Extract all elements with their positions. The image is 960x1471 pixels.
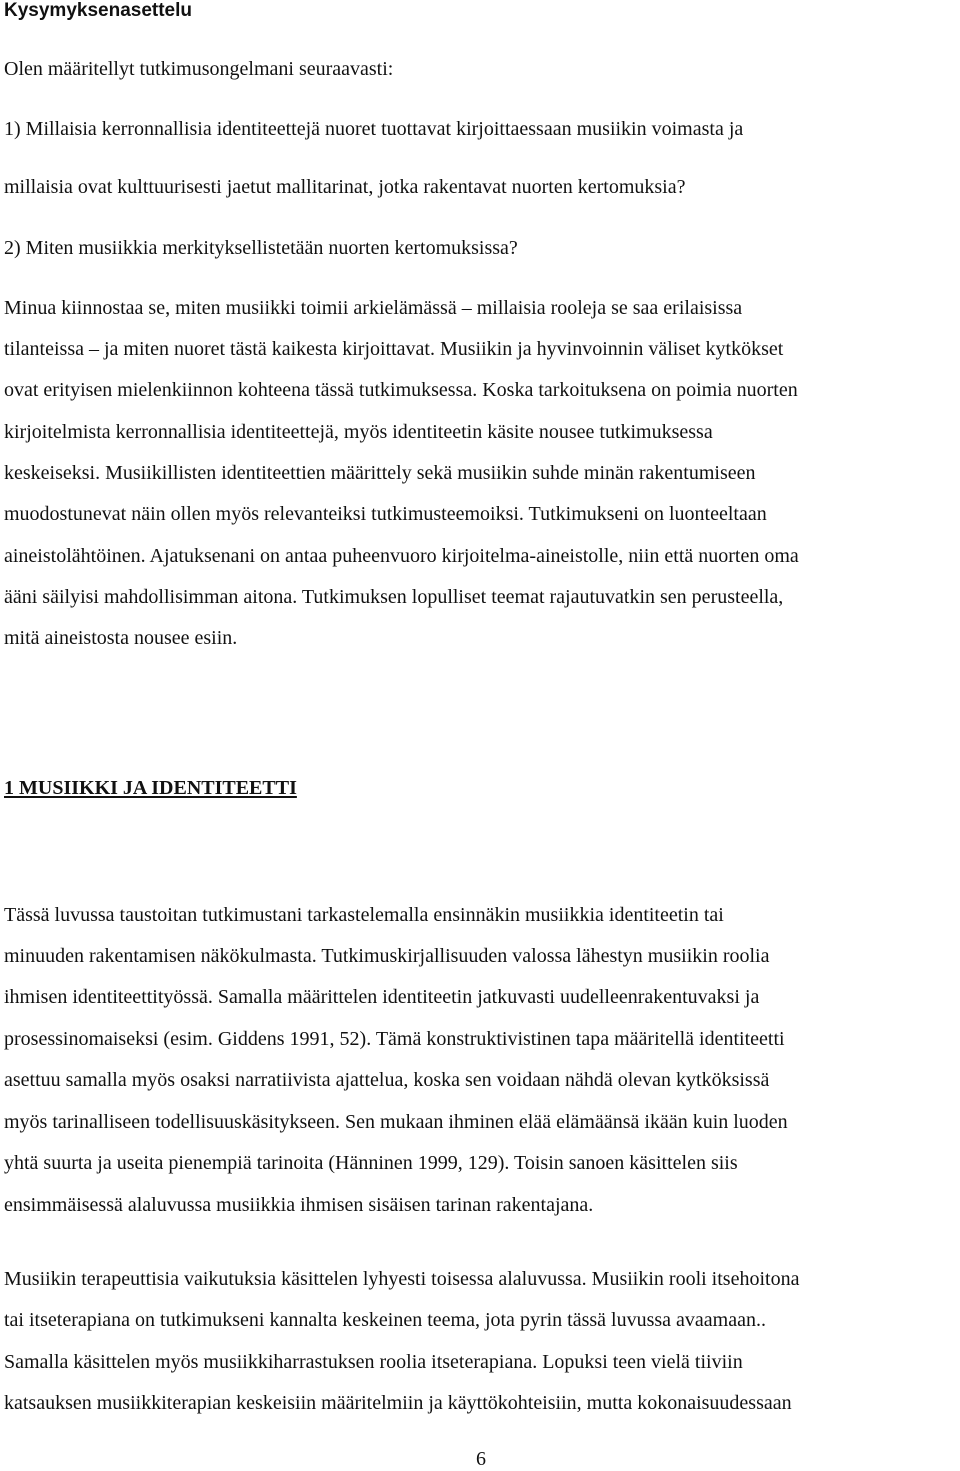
intro-line: Minua kiinnostaa se, miten musiikki toimii arkielämässä – millaisia rooleja se saa erilaisissa: [4, 297, 743, 319]
paragraph-line: prosessinomaiseksi (esim. Giddens 1991, 52). Tämä konstruktivistinen tapa määritellä identiteetti: [4, 1028, 785, 1050]
intro-line: ääni säilyisi mahdollisimman aitona. Tutkimuksen lopulliset teemat rajautuvatkin sen perusteella,: [4, 586, 784, 608]
paragraph-line: ensimmäisessä alaluvussa musiikkia ihmisen sisäisen tarinan rakentajana.: [4, 1194, 594, 1216]
intro-line: millaisia ovat kulttuurisesti jaetut mallitarinat, jotka rakentavat nuorten kertomuksia?: [4, 176, 686, 198]
intro-line: aineistolähtöinen. Ajatuksenani on antaa puheenvuoro kirjoitelma-aineistolle, niin että nuorten oma: [4, 545, 799, 567]
paragraph-line: katsauksen musiikkiterapian keskeisiin määritelmiin ja käyttökohteisiin, mutta kokonaisuudessaan: [4, 1392, 792, 1414]
paragraph-line: minuuden rakentamisen näkökulmasta. Tutkimuskirjallisuuden valossa lähestyn musiikin roolia: [4, 945, 770, 967]
paragraph-line: tai itseterapiana on tutkimukseni kannalta keskeinen teema, jota pyrin tässä luvussa avaamaan..: [4, 1309, 766, 1331]
intro-line: keskeiseksi. Musiikillisten identiteettien määrittely sekä musiikin suhde minän rakentumiseen: [4, 462, 756, 484]
paragraph-line: Musiikin terapeuttisia vaikutuksia käsittelen lyhyesti toisessa alaluvussa. Musiikin rooli itsehoitona: [4, 1268, 800, 1290]
section-heading: Kysymyksenasettelu: [4, 0, 192, 21]
paragraph-line: asettuu samalla myös osaksi narratiivista ajattelua, koska sen voidaan nähdä olevan kytköksissä: [4, 1069, 770, 1091]
paragraph-line: Samalla käsittelen myös musiikkiharrastuksen roolia itseterapiana. Lopuksi teen vielä tiiviin: [4, 1351, 743, 1373]
intro-line: muodostunevat näin ollen myös relevanteiksi tutkimusteemoiksi. Tutkimukseni on luonteeltaan: [4, 503, 767, 525]
intro-line: Olen määritellyt tutkimusongelmani seuraavasti:: [4, 58, 394, 80]
paragraph-line: yhtä suurta ja useita pienempiä tarinoita (Hänninen 1999, 129). Toisin sanoen käsittelen siis: [4, 1152, 738, 1174]
chapter-title: 1 MUSIIKKI JA IDENTITEETTI: [4, 777, 297, 799]
intro-line: ovat erityisen mielenkiinnon kohteena tässä tutkimuksessa. Koska tarkoituksena on poimia nuorten: [4, 379, 798, 401]
paragraph-line: myös tarinalliseen todellisuuskäsitykseen. Sen mukaan ihminen elää elämäänsä ikään kuin luoden: [4, 1111, 788, 1133]
page-number: 6: [476, 1448, 486, 1470]
intro-line: 2) Miten musiikkia merkityksellistetään nuorten kertomuksissa?: [4, 237, 518, 259]
paragraph-line: Tässä luvussa taustoitan tutkimustani tarkastelemalla ensinnäkin musiikkia identiteetin tai: [4, 904, 724, 926]
intro-line: 1) Millaisia kerronnallisia identiteettejä nuoret tuottavat kirjoittaessaan musiikin voimasta ja: [4, 118, 744, 140]
paragraph-line: ihmisen identiteettityössä. Samalla määrittelen identiteetin jatkuvasti uudelleenrakentuvaksi ja: [4, 986, 760, 1008]
intro-line: mitä aineistosta nousee esiin.: [4, 627, 238, 649]
intro-line: kirjoitelmista kerronnallisia identiteettejä, myös identiteetin käsite nousee tutkimuksessa: [4, 421, 713, 443]
intro-line: tilanteissa – ja miten nuoret tästä kaikesta kirjoittavat. Musiikin ja hyvinvoinnin väliset kytkökset: [4, 338, 784, 360]
